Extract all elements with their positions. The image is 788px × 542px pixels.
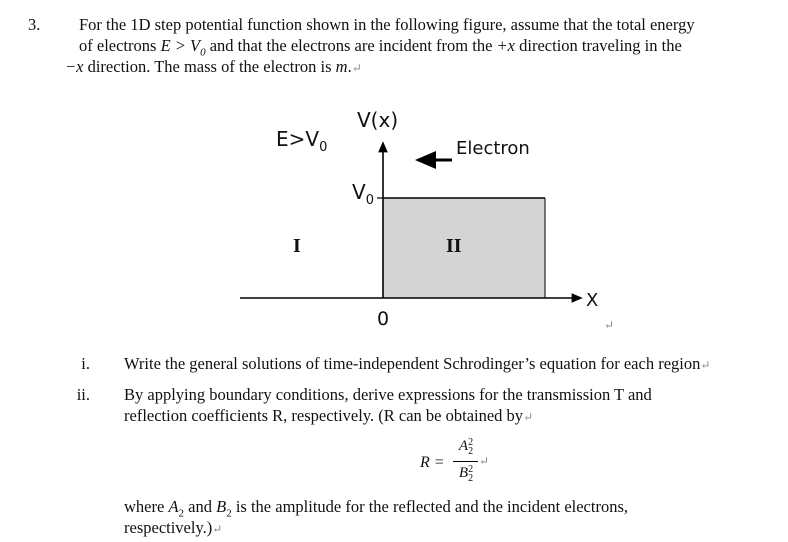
problem-number: 3. [28,15,41,34]
v0-label: $V_0$ [352,180,374,208]
equation-numerator: A2 2 [458,436,474,457]
problem-line-1: For the 1D step potential function shown in the following figure, assume that the total energy [79,15,695,34]
item-ii-line-1: By applying boundary conditions, derive expressions for the transmission T and [124,385,652,404]
x-axis-label: X [586,290,599,311]
return-mark: ↵ [479,454,490,468]
item-i-text: Write the general solutions of time-independent Schrodinger’s equation for each region↵ [124,354,711,373]
item-marker-ii: ii. [76,385,90,404]
equation-lhs: R = [420,454,445,471]
origin-label: 0 [377,308,390,330]
energy-condition: $E > V_0$ [160,36,206,59]
y-axis-label: V(x) [357,108,399,132]
problem-line-3: −x direction. The mass of the electron is m.↵ [65,57,362,76]
energy-label: $E>V_0$ [276,127,328,155]
region-ii-label: II [446,235,462,257]
electron-label: Electron [456,138,530,159]
region-ii-shading [383,198,545,298]
item-marker-i: i. [81,354,90,373]
equation-denominator: B2 2 [458,463,474,484]
region-i-label: I [293,235,301,257]
return-mark: ↵ [604,318,615,332]
problem-line-2: of electrons $E > V_0$ and that the electrons are incident from the +x direction traveling in the [79,36,682,59]
fraction-bar [453,461,478,462]
where-line-2: respectively.)↵ [124,518,223,537]
item-ii-line-2: reflection coefficients R, respectively. (R can be obtained by↵ [124,406,534,425]
return-mark: ↵ [351,61,362,75]
where-line-1: where $A_2$ and $B_2$ is the amplitude for the reflected and the incident electrons, [124,497,629,520]
